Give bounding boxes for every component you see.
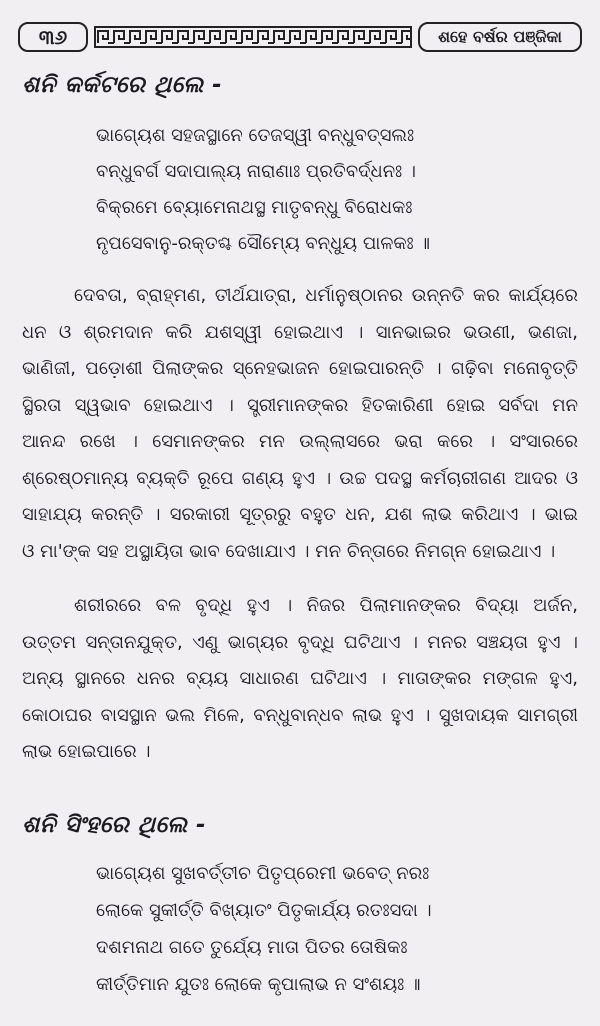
text-line: ଓ ମା'ଙ୍କ ସହ ଅସ୍ଥାୟିତା ଭାବ ଦେଖାଯାଏ । ମନ ଚିନ୍ତାରେ ନିମଗ୍ନ ହୋଇଥାଏ । <box>22 540 556 562</box>
section-heading-saturn-leo: ଶନି ସିଂହରେ ଥିଲେ - <box>22 812 207 838</box>
text-line: ଭାଣିଜୀ, ପଡ଼ୋଶୀ ପିଲାଙ୍କର ସ୍ନେହଭାଜନ ହୋଇପାରନ୍ତି । ଗଢ଼ିବା ମନୋବୃତ୍ତି <box>22 358 578 379</box>
text-line: ସାହାଯ୍ୟ କରନ୍ତି । ସରକାରୀ ସୂତ୍ରରୁ ବହୁତ ଧନ, ଯଶ ଲାଭ କରିଥାଏ । ଭାଇ <box>22 504 578 525</box>
text-line: ଲାଭ ହୋଇପାରେ । <box>22 741 151 762</box>
paragraph-1 <box>22 278 578 570</box>
greek-key-border <box>94 26 412 48</box>
verse-line: ବିକ୍ରମେ ବ୍ୟୋମେନାଥସ୍ଥ ମାତୃବନ୍ଧୁ ବିରୋଧକଃ <box>96 197 413 218</box>
verse-line: ନୃପସେବାନୁ-ରକ୍ତଶ୍ଚ ସୌମ୍ୟେ ବନ୍ଧୁୟ ପାଳକଃ ॥ <box>96 233 431 254</box>
verse-line: ଭାଗ୍ୟେଶ ସୁଖବର୍ତ୍ତୀଚ ପିତୃପ୍ରେମୀ ଭବେତ୍ ନରଃ <box>96 863 430 884</box>
verse-line: ଲୋକେ ସୁକୀର୍ତ୍ତି ବିଖ୍ୟାତଂ ପିତୃକାର୍ଯ୍ୟ ରତଃସଦା । <box>96 900 432 921</box>
verse-line: ବନ୍ଧୁବର୍ଗ ସଦାପାଲ୍ୟ ନାରାଣାଃ ପ୍ରତିବର୍ଦ୍ଧନଃ । <box>96 161 416 182</box>
book-title: ଶହେ ବର୍ଷର ପଞ୍ଜିକା <box>418 22 582 52</box>
paragraph-2 <box>22 588 578 771</box>
text-line: ଧନ ଓ ଶ୍ରମଦାନ କରି ଯଶସ୍ୱୀ ହୋଇଥାଏ । ସାନଭାଇର ଭଉଣୀ, ଭଣଜା, <box>22 321 578 343</box>
verse-line: ଦଶମନାଥ ଗତେ ତୁର୍ଯ୍ୟେ ମାତା ପିତର ତୋଷିକଃ <box>96 937 408 958</box>
section-heading-saturn-cancer: ଶନି କର୍କଟରେ ଥିଲେ - <box>22 72 223 98</box>
text-line: ଦେବତା, ବ୍ରାହ୍ମଣ, ତୀର୍ଥଯାତ୍ରା, ଧର୍ମାନୁଷ୍ଠାନର ଉନ୍ନତି କର କାର୍ଯ୍ୟରେ <box>74 285 578 306</box>
text-line: କୋଠାଘର ବାସସ୍ଥାନ ଭଲ ମିଳେ, ବନ୍ଧୁବାନ୍ଧବ ଲାଭ ହୁଏ । ସୁଖଦାୟକ ସାମଗ୍ରୀ <box>22 704 578 726</box>
text-line: ସ୍ଥିରତା ସ୍ୱଭାବ ହୋଇଥାଏ । ସ୍ତ୍ରୀମାନଙ୍କର ହିତକାରିଣୀ ହୋଇ ସର୍ବଦା ମନ <box>22 394 578 416</box>
page-number: ୩୬ <box>18 22 88 52</box>
page-header <box>14 20 586 56</box>
text-line: ଶ୍ରେଷ୍ଠମାନ୍ୟ ବ୍ୟକ୍ତି ରୂପେ ଗଣ୍ୟ ହୁଏ । ଉଚ୍ଚ ପଦସ୍ଥ କର୍ମଚାରୀଗଣ ଆଦର ଓ <box>22 467 578 489</box>
text-line: ଅନ୍ୟ ସ୍ଥାନରେ ଧନର ବ୍ୟୟ ସାଧାରଣ ଘଟିଥାଏ । ମାତାଙ୍କର ମଙ୍ଗଳ ହୁଏ, <box>22 668 578 689</box>
text-line: ଆନନ୍ଦ ରଖେ । ସେମାନଙ୍କର ମନ ଉଲ୍ଲାସରେ ଭରା କରେ । ସଂସାରରେ <box>22 431 578 452</box>
text-line: ଶରୀରରେ ବଳ ବୃଦ୍ଧି ହୁଏ । ନିଜର ପିଲାମାନଙ୍କର ବିଦ୍ୟା ଅର୍ଜନ, <box>74 595 578 616</box>
text-line: ଉତ୍ତମ ସନ୍ତାନଯୁକ୍ତ, ଏଣୁ ଭାଗ୍ୟର ବୃଦ୍ଧି ଘଟିଥାଏ । ମନର ସଞ୍ଚୟତା ହୁଏ । <box>22 631 578 653</box>
verse-line: କୀର୍ତ୍ତିମାନ ଯୁତଃ ଲୋକେ କୃପାଲାଭ ନ ସଂଶୟଃ ॥ <box>96 974 421 995</box>
verse-line: ଭାଗ୍ୟେଶ ସହଜସ୍ଥାନେ ତେଜସ୍ୱୀ ବନ୍ଧୁବତ୍ସଲଃ <box>96 125 415 146</box>
